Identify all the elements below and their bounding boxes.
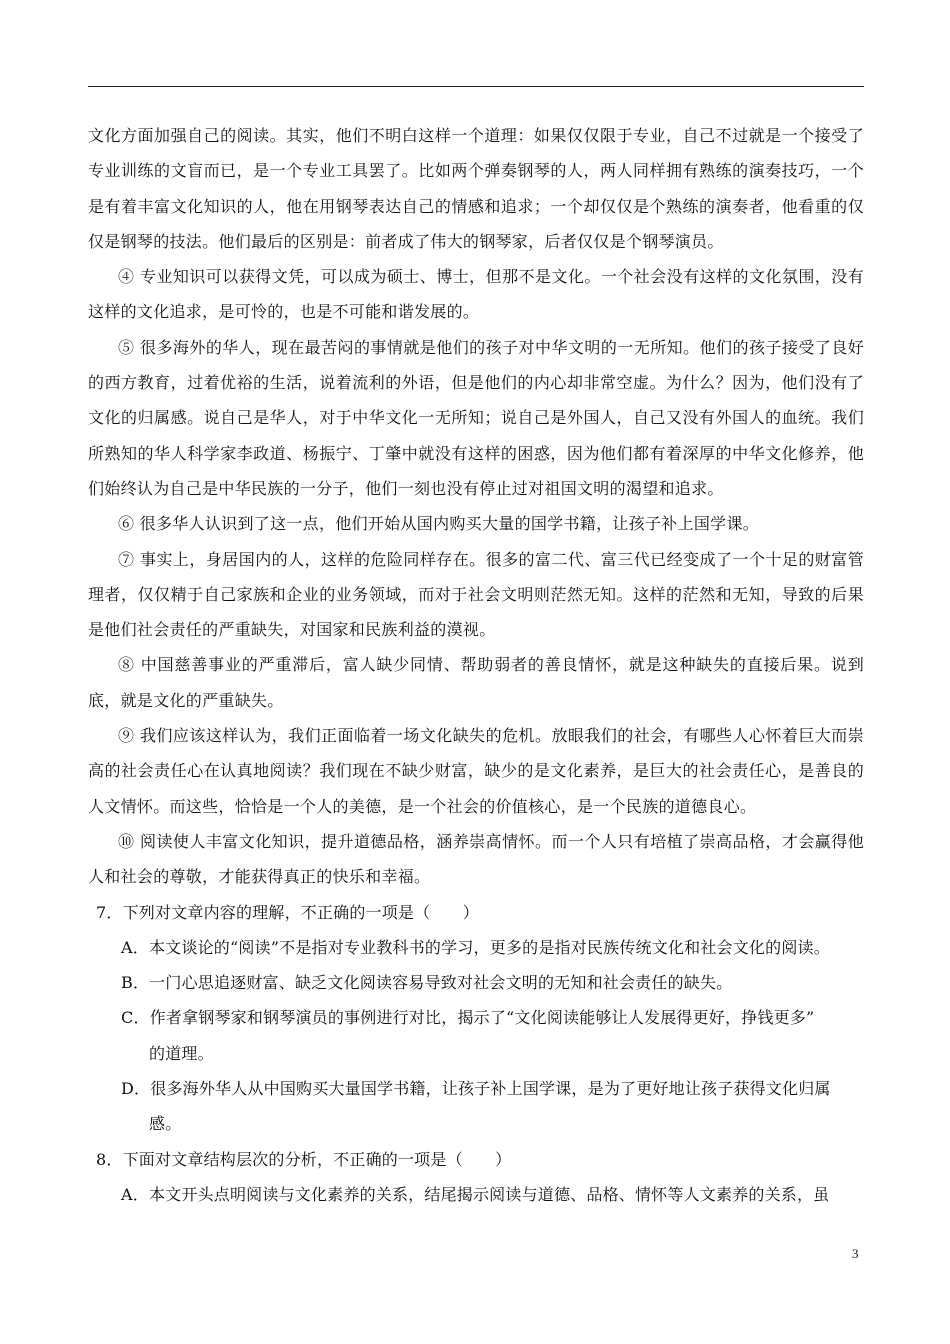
question-7-stem: 7．下列对文章内容的理解，不正确的一项是（ ） (96, 902, 479, 922)
paragraph-6: ⑥ 很多华人认识到了这一点，他们开始从国内购买大量的国学书籍，让孩子补上国学课。 (118, 514, 760, 534)
question-8-option-a (121, 1177, 864, 1212)
option-label: A． (121, 937, 149, 957)
document-body (88, 118, 864, 1212)
page-number: 3 (852, 1246, 859, 1261)
paragraph-10: ⑩ 阅读使人丰富文化知识，提升道德品格，涵养崇高情怀。而一个人只有培植了崇高品格，才会赢得他人和社会的尊敬，才能获得真正的快乐和幸福。 (88, 831, 864, 887)
option-text-continued: 感。 (149, 1114, 182, 1134)
paragraph-7: ⑦ 事实上，身居国内的人，这样的危险同样存在。很多的富二代、富三代已经变成了一个十足的财富管理者，仅仅精于自己家族和企业的业务领域，而对于社会文明则茫然无知。这样的茫然和无知，导致的后果是他们社会责任的严重缺失，对国家和民族利益的漠视。 (88, 549, 864, 640)
paragraph-8: ⑧ 中国慈善事业的严重滞后，富人缺少同情、帮助弱者的善良情怀，就是这种缺失的直接后果。说到底，就是文化的严重缺失。 (88, 655, 864, 710)
option-text: 本文谈论的“阅读”不是指对专业教科书的学习，更多的是指对民族传统文化和社会文化的阅读。 (148, 937, 830, 957)
option-label: A． (121, 1184, 149, 1204)
question-7-option-a (121, 930, 864, 965)
option-text: 作者拿钢琴家和钢琴演员的事例进行对比，揭示了“文化阅读能够让人发展得更好，挣钱更多” (149, 1008, 815, 1028)
paragraph-5: ⑤ 很多海外的华人，现在最苦闷的事情就是他们的孩子对中华文明的一无所知。他们的孩子接受了良好的西方教育，过着优裕的生活，说着流利的外语，但是他们的内心却非常空虚。为什么？因为，他们没有了文化的归属感。说自己是华人，对于中华文化一无所知；说自己是外国人，自己又没有外国人的血统。我们所熟知的华人科学家李政道、杨振宁、丁肇中就没有这样的困惑，因为他们都有着深厚的中华文化修养，他们始终认为自己是中华民族的一分子，他们一刻也没有停止过对祖国文明的渴望和追求。 (88, 337, 864, 498)
option-label: D． (121, 1079, 151, 1099)
question-7-option-d (121, 1071, 864, 1142)
header-rule (88, 86, 864, 87)
question-7-option-c (121, 1000, 864, 1071)
option-text: 一门心思追逐财富、缺乏文化阅读容易导致对社会文明的无知和社会责任的缺失。 (149, 973, 733, 993)
question-8-stem: 8．下面对文章结构层次的分析，不正确的一项是（ ） (96, 1149, 512, 1169)
paragraph-9: ⑨ 我们应该这样认为，我们正面临着一场文化缺失的危机。放眼我们的社会，有哪些人心怀着巨大而崇高的社会责任心在认真地阅读？我们现在不缺少财富，缺少的是文化素养，是巨大的社会责任心，是善良的人文情怀。而这些，恰恰是一个人的美德，是一个社会的价值核心，是一个民族的道德良心。 (88, 726, 864, 816)
paragraph-continued: 文化方面加强自己的阅读。其实，他们不明白这样一个道理：如果仅仅限于专业，自己不过就是一个接受了专业训练的文盲而已，是一个专业工具罢了。比如两个弹奏钢琴的人，两人同样拥有熟练的演奏技巧，一个是有着丰富文化知识的人，他在用钢琴表达自己的情感和追求；一个却仅仅是个熟练的演奏者，他看重的仅仅是钢琴的技法。他们最后的区别是：前者成了伟大的钢琴家，后者仅仅是个钢琴演员。 (88, 126, 864, 251)
option-text: 很多海外华人从中国购买大量国学书籍，让孩子补上国学课，是为了更好地让孩子获得文化归属 (150, 1079, 831, 1099)
option-label: B． (121, 973, 150, 993)
option-label: C． (121, 1008, 150, 1028)
option-text-continued: 的道理。 (149, 1043, 214, 1063)
paragraph-4: ④ 专业知识可以获得文凭，可以成为硕士、博士，但那不是文化。一个社会没有这样的文化氛围，没有这样的文化追求，是可怜的，也是不可能和谐发展的。 (88, 267, 864, 322)
question-7-option-b (121, 965, 864, 1000)
option-text: 本文开头点明阅读与文化素养的关系，结尾揭示阅读与道德、品格、情怀等人文素养的关系，虽 (148, 1184, 830, 1204)
